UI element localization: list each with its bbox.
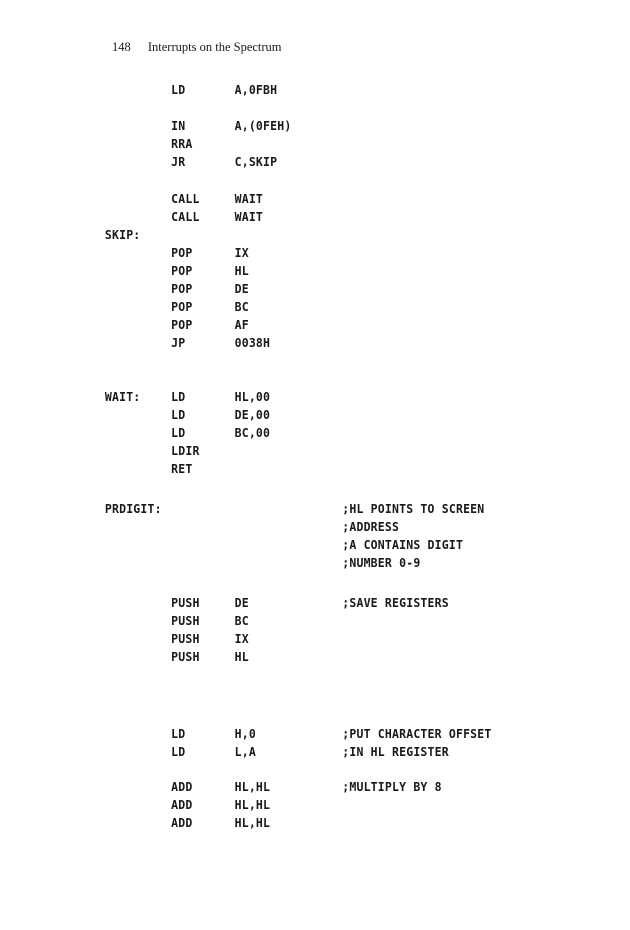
- operand: HL,HL: [234, 797, 271, 812]
- opcode: IN: [171, 118, 186, 133]
- operand: 0038H: [234, 335, 271, 350]
- opcode: LD: [171, 726, 186, 741]
- operand: WAIT: [234, 191, 264, 206]
- operand: L,A: [234, 744, 256, 759]
- opcode: LD: [171, 82, 186, 97]
- code-line: [0, 537, 580, 555]
- opcode: POP: [171, 281, 193, 296]
- page-number: 148: [112, 40, 131, 54]
- opcode: ADD: [171, 779, 193, 794]
- operand: HL: [234, 263, 249, 278]
- code-comment: ;A CONTAINS DIGIT: [342, 537, 464, 552]
- operand: BC: [234, 299, 249, 314]
- code-line: [0, 649, 580, 667]
- code-line: [0, 191, 580, 209]
- code-line: [0, 595, 580, 613]
- code-line: [0, 613, 580, 631]
- operand: BC,00: [234, 425, 271, 440]
- code-line: [0, 335, 580, 353]
- operand: A,0FBH: [234, 82, 278, 97]
- code-line: [0, 227, 580, 245]
- opcode: ADD: [171, 797, 193, 812]
- opcode: PUSH: [171, 649, 200, 664]
- code-line: [0, 209, 580, 227]
- operand: A,(0FEH): [234, 118, 292, 133]
- code-line: [0, 631, 580, 649]
- code-comment: ;ADDRESS: [342, 519, 400, 534]
- code-line: [0, 299, 580, 317]
- opcode: RRA: [171, 136, 193, 151]
- code-line: [0, 461, 580, 479]
- opcode: CALL: [171, 209, 200, 224]
- code-line: [0, 555, 580, 573]
- operand: DE: [234, 281, 249, 296]
- code-comment: ;SAVE REGISTERS: [342, 595, 449, 610]
- code-comment: ;MULTIPLY BY 8: [342, 779, 442, 794]
- opcode: LDIR: [171, 443, 200, 458]
- code-line: [0, 501, 580, 519]
- code-line: [0, 136, 580, 154]
- operand: HL: [234, 649, 249, 664]
- code-line: [0, 519, 580, 537]
- code-line: [0, 726, 580, 744]
- opcode: PUSH: [171, 631, 200, 646]
- code-line: [0, 407, 580, 425]
- operand: IX: [234, 245, 249, 260]
- opcode: JR: [171, 154, 186, 169]
- opcode: POP: [171, 245, 193, 260]
- opcode: RET: [171, 461, 193, 476]
- code-line: [0, 245, 580, 263]
- opcode: POP: [171, 263, 193, 278]
- code-comment: ;NUMBER 0-9: [342, 555, 421, 570]
- code-comment: ;HL POINTS TO SCREEN: [342, 501, 485, 516]
- code-label: WAIT:: [104, 389, 141, 404]
- running-title: Interrupts on the Spectrum: [147, 40, 282, 54]
- code-label: SKIP:: [104, 227, 141, 242]
- operand: C,SKIP: [234, 154, 278, 169]
- code-comment: ;IN HL REGISTER: [342, 744, 449, 759]
- code-comment: ;PUT CHARACTER OFFSET: [342, 726, 492, 741]
- code-line: [0, 815, 580, 833]
- operand: HL,00: [234, 389, 271, 404]
- code-line: [0, 281, 580, 299]
- opcode: LD: [171, 389, 186, 404]
- operand: AF: [234, 317, 249, 332]
- code-line: [0, 317, 580, 335]
- page-header: [112, 40, 282, 55]
- opcode: POP: [171, 299, 193, 314]
- code-line: [0, 797, 580, 815]
- opcode: LD: [171, 744, 186, 759]
- code-line: [0, 154, 580, 172]
- code-line: [0, 443, 580, 461]
- opcode: ADD: [171, 815, 193, 830]
- operand: IX: [234, 631, 249, 646]
- operand: DE,00: [234, 407, 271, 422]
- code-line: [0, 263, 580, 281]
- opcode: LD: [171, 407, 186, 422]
- operand: BC: [234, 613, 249, 628]
- operand: HL,HL: [234, 779, 271, 794]
- opcode: LD: [171, 425, 186, 440]
- code-line: [0, 744, 580, 762]
- opcode: POP: [171, 317, 193, 332]
- opcode: JP: [171, 335, 186, 350]
- opcode: PUSH: [171, 613, 200, 628]
- operand: WAIT: [234, 209, 264, 224]
- opcode: PUSH: [171, 595, 200, 610]
- code-line: [0, 118, 580, 136]
- code-label: PRDIGIT:: [104, 501, 162, 516]
- opcode: CALL: [171, 191, 200, 206]
- code-line: [0, 779, 580, 797]
- operand: H,0: [234, 726, 256, 741]
- code-line: [0, 425, 580, 443]
- operand: HL,HL: [234, 815, 271, 830]
- operand: DE: [234, 595, 249, 610]
- code-line: [0, 389, 580, 407]
- code-line: [0, 82, 580, 100]
